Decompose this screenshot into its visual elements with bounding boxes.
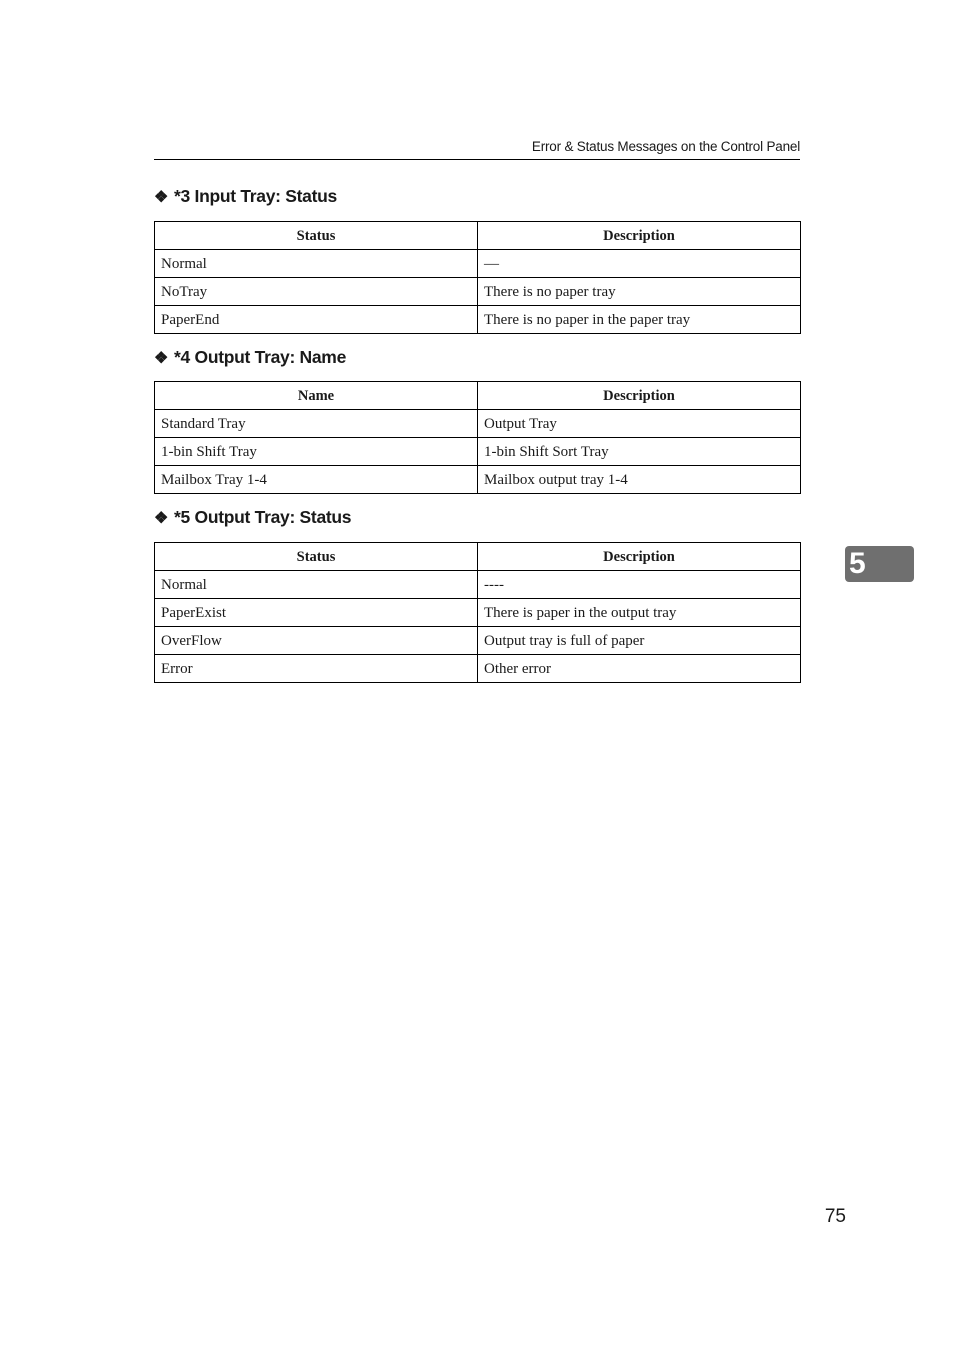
diamond-bullet-icon: ❖: [154, 350, 169, 367]
section-heading-text: *4 Output Tray: Name: [174, 347, 347, 367]
table-cell: Error: [155, 655, 478, 683]
column-header: Name: [155, 382, 478, 410]
page-number: 75: [824, 1206, 846, 1227]
table-cell: Standard Tray: [155, 410, 478, 438]
section-heading-text: *3 Input Tray: Status: [174, 186, 337, 206]
table-cell: Output Tray: [478, 410, 801, 438]
column-header: Description: [478, 543, 801, 571]
table-cell: There is no paper in the paper tray: [478, 306, 801, 334]
column-header: Description: [478, 222, 801, 250]
table-cell: 1-bin Shift Sort Tray: [478, 438, 801, 466]
table-cell: PaperExist: [155, 599, 478, 627]
diamond-bullet-icon: ❖: [154, 510, 169, 527]
table-cell: ----: [478, 571, 801, 599]
output-tray-name-table: [154, 381, 801, 494]
chapter-tab: 5: [845, 546, 914, 582]
table-cell: There is paper in the output tray: [478, 599, 801, 627]
diamond-bullet-icon: ❖: [154, 189, 169, 206]
table-header-row: [155, 382, 801, 410]
output-tray-status-table: [154, 542, 801, 683]
table-row: [155, 410, 801, 438]
table-cell: Mailbox Tray 1-4: [155, 466, 478, 494]
table-row: [155, 250, 801, 278]
table-row: [155, 306, 801, 334]
table-row: [155, 571, 801, 599]
column-header: Status: [155, 222, 478, 250]
table-cell: There is no paper tray: [478, 278, 801, 306]
running-head: Error & Status Messages on the Control Panel: [154, 137, 800, 160]
table-cell: Output tray is full of paper: [478, 627, 801, 655]
section-heading-output-tray-name: [154, 345, 346, 369]
table-row: [155, 627, 801, 655]
section-heading-text: *5 Output Tray: Status: [174, 507, 352, 527]
table-cell: NoTray: [155, 278, 478, 306]
column-header: Description: [478, 382, 801, 410]
table-cell: —: [478, 250, 801, 278]
table-row: [155, 655, 801, 683]
section-heading-input-tray-status: [154, 184, 337, 208]
input-tray-status-table: [154, 221, 801, 334]
table-row: [155, 599, 801, 627]
table-row: [155, 438, 801, 466]
section-heading-output-tray-status: [154, 505, 351, 529]
table-cell: Normal: [155, 250, 478, 278]
table-row: [155, 466, 801, 494]
table-header-row: [155, 222, 801, 250]
table-cell: OverFlow: [155, 627, 478, 655]
column-header: Status: [155, 543, 478, 571]
table-cell: Normal: [155, 571, 478, 599]
table-header-row: [155, 543, 801, 571]
table-row: [155, 278, 801, 306]
table-cell: PaperEnd: [155, 306, 478, 334]
table-cell: Mailbox output tray 1-4: [478, 466, 801, 494]
table-cell: Other error: [478, 655, 801, 683]
table-cell: 1-bin Shift Tray: [155, 438, 478, 466]
